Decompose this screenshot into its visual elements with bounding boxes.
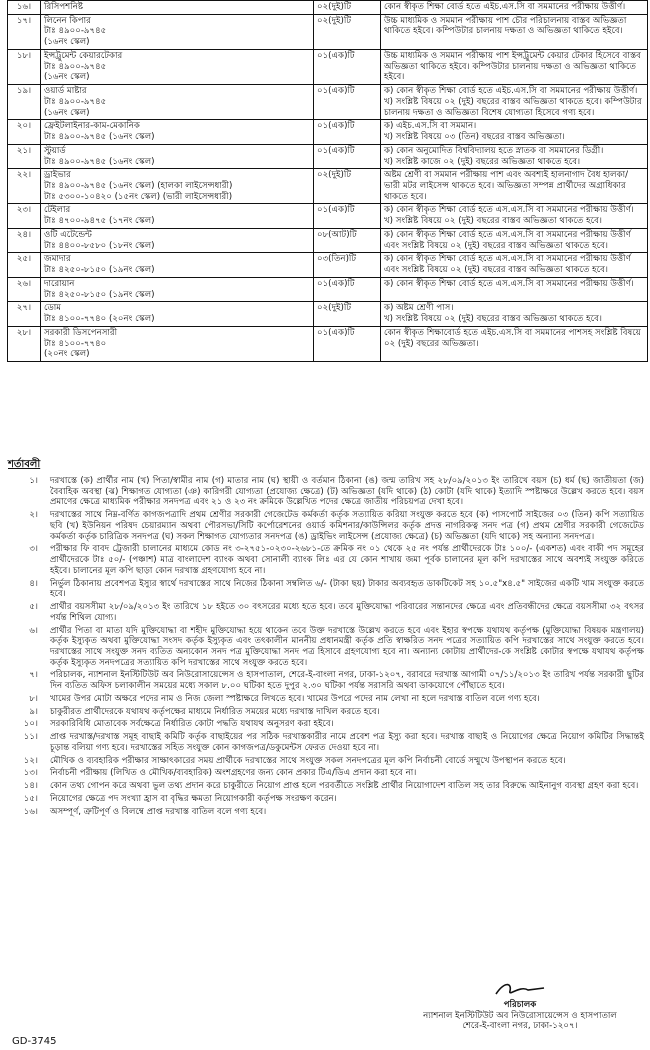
post-count: ০১(এক)টি xyxy=(314,326,381,361)
post-pay-scale: টাঃ ৫৩০০-১০৪২০ (১৫নং স্কেল) (ভারী লাইসেন্সধারী) xyxy=(44,191,233,202)
post-pay-scale: টাঃ ৪৯০০-৯৭৪৫ (১৬নং স্কেল) xyxy=(44,132,155,143)
post-row xyxy=(8,144,648,168)
term-number: ১৫। xyxy=(23,793,38,804)
post-name: ড্রাইভার xyxy=(44,170,71,181)
post-qualification-cell xyxy=(381,85,648,120)
term-text: দরখাস্তে (ক) প্রার্থীর নাম (খ) পিতা/স্বামীর নাম (গ) মাতার নাম (ঘ) স্থায়ী ও বর্তমান ঠিকানা (ঙ) জন্ম তারিখ সহ ২৮/০৯/২০১৩ ইং তারিখে বয়স (চ) ধর্ম (ছ) জাতীয়তা (জ) বৈবাহিক অবস্থা (ঝ) শিক্ষাগত যোগ্যতা (ঞ) কারিগরী যোগ্যতা (প্রযোজ্য ক্ষেত্রে) (ট) অভিজ্ঞতা (যদি থাকে) (ঠ) কোটা (যদি থাকে) ইত্যাদি স্পষ্টাক্ষরে উল্লেখ করতে হবে। বয়স প্রমাণের ক্ষেত্রে মাধ্যমিক পরীক্ষার সনদপত্র এবং ২১ ও ২৩ নং ক্রমিকে উল্লেখিত পদের ক্ষেত্রে জাতীয় পরিচয়পত্র দেখা হবে। xyxy=(50,476,644,508)
post-name: ফ্রেইটলাইনার-কাম-মেকানিক xyxy=(44,121,140,132)
term-number: ১৩। xyxy=(23,768,38,779)
post-qualification-cell xyxy=(381,120,648,144)
post-name: স্টুয়ার্ড xyxy=(44,145,66,156)
post-qualification: ক) কোন স্বীকৃত শিক্ষা বোর্ড হতে এস.এস.সি বা সমমানের পরীক্ষায় উত্তীর্ণ। xyxy=(384,278,634,289)
post-row xyxy=(8,169,648,204)
post-qualification-cell xyxy=(381,144,648,168)
term-text: অসম্পূর্ণ, ত্রুটিপূর্ণ ও বিলম্বে প্রাপ্ত দরখাস্ত বাতিল বলে গণ্য হবে। xyxy=(50,806,267,817)
post-serial: ২৮। xyxy=(8,326,41,361)
post-row xyxy=(8,49,648,84)
post-serial: ১৯। xyxy=(8,85,41,120)
post-name-cell xyxy=(41,85,314,120)
post-row xyxy=(8,204,648,228)
post-pay-scale: টাঃ ৪৯০০-৯৭৪৫ xyxy=(44,26,107,37)
post-name-cell xyxy=(41,204,314,228)
post-name-cell xyxy=(41,253,314,277)
signatory-title: পরিচালক xyxy=(503,1000,537,1010)
signatory-org: ন্যাশনাল ইনস্টিটিউট অব নিউরোসায়েন্সেস ও হাসপাতাল xyxy=(423,1010,617,1021)
post-pay-scale: (১৬নং স্কেল) xyxy=(44,72,90,83)
post-name-cell xyxy=(41,302,314,326)
post-qualification-cell xyxy=(381,204,648,228)
term-text: সরকারিবিধি মোতাবেক সর্বক্ষেত্রে নির্ধারিত কোটা পদ্ধতি যথাযথ অনুসরণ করা হইবে। xyxy=(50,719,334,730)
post-count: ০১(এক)টি xyxy=(314,277,381,301)
post-qualification: ক) কোন স্বীকৃত শিক্ষা বোর্ড হতে এস.এস.সি বা সমমানের পরীক্ষায় উত্তীর্ণ এবং সংশ্লিষ্ট বিষয়ে ০২ (দুই) বছরের বাস্তব অভিজ্ঞতা থাকতে হবে। xyxy=(384,254,631,276)
post-pay-scale: (১৬নং স্কেল) xyxy=(44,107,90,118)
term-text: নির্ভুল ঠিকানায় প্রবেশপত্র ইস্যুর স্বার্থে দরখাস্তের সাথে নিজের ঠিকানা সম্বলিত ৬/- (টাকা ছয়) টাকার অব্যবহৃত ডাকটিকেট সহ ১০.৫"x৪.৫" সাইজের একটি খাম সংযুক্ত করতে হবে। xyxy=(50,578,644,600)
post-name-cell xyxy=(41,14,314,49)
post-qualification-cell xyxy=(381,253,648,277)
post-serial: ১৬। xyxy=(8,1,41,15)
term-number: ৮। xyxy=(29,693,38,704)
post-qualification: কোন স্বীকৃত শিক্ষাবোর্ড হতে এইচ.এস.সি বা সমমানের পাশসহ সংশ্লিষ্ট বিষয়ে ০২ (দুই) বছরের অভিজ্ঞতা। xyxy=(384,327,641,349)
post-row xyxy=(8,14,648,49)
post-qualification-cell xyxy=(381,49,648,84)
post-name: দারোয়ান xyxy=(44,278,75,289)
term-number: ৩। xyxy=(29,544,38,555)
post-pay-scale: টাঃ ৪১০০-৭৭৪০ xyxy=(44,338,107,349)
post-count: ০৮(আট)টি xyxy=(314,228,381,252)
post-name: সরকারী ডিসপেনসারী xyxy=(44,327,118,338)
post-qualification-cell xyxy=(381,277,648,301)
post-pay-scale: টাঃ ৪২৫০-৮১৫০ (১৯নং স্কেল) xyxy=(44,265,155,276)
term-item xyxy=(8,707,644,718)
post-qualification: উচ্চ মাধ্যমিক ও সমমান পরীক্ষায় পাশ চৌর পরিচালনায় বাস্তব অভিজ্ঞতা থাকিতে হইবে। কম্পিউটার চালনায় দক্ষতা ও অভিজ্ঞতা থাকিতে হইবে। xyxy=(384,15,627,37)
post-row xyxy=(8,120,648,144)
post-count: ০১(এক)টি xyxy=(314,49,381,84)
term-item xyxy=(8,719,644,730)
post-qualification: ক) এইচ.এস.সি বা সমমান। xyxy=(384,121,477,132)
term-text: দরখাস্তের সাথে নিম্ন-বর্ণিত কাগজপত্রাদি প্রথম শ্রেণীর সরকারী গেজেটেড কর্মকর্তা কর্তৃক সত্যায়িত করিয়া সংযুক্ত করতে হবে (ক) পাসপোর্ট সাইজের ০৩ (তিন) কপি সত্যায়িত ছবি (খ) ইউনিয়ন পরিষদ চেয়ারম্যান অথবা পৌরসভা/সিটি কর্পোরেশনের ওয়ার্ড কমিশনার/কাউন্সিলর কর্তৃক প্রদত্ত নাগরিকত্ব সনদ পত্র (গ) প্রথম শ্রেণীর সরকারী গেজেটেড কর্মকর্তা কর্তৃক চারিত্রিক সনদপত্র (ঘ) সকল শিক্ষাগত যোগ্যতার সনদপত্র (ঙ) ড্রাইভিং লাইসেন্স (প্রযোজ্য ক্ষেত্রে) (চ) অভিজ্ঞতা (যদি থাকে) সহ অন্যান্য সনদপত্র। xyxy=(50,510,644,542)
term-text: প্রাপ্ত দরখাস্ত/দরখাস্ত সমূহ বাছাই কমিটি কর্তৃক বাছাইয়ের পর সঠিক দরখাস্তকারীর নামে প্রবেশ পত্র ইস্যু করা হবে। দরখাস্ত বাছাই ও নিয়োগের ক্ষেত্রে নিয়োগ কমিটির সিদ্ধান্তই চূড়ান্ত বলিয়া গণ্য হবে। দরখাস্তের সহিত সংযুক্ত কোন কাগজপত্র/ডকুমেন্টস ফেরত দেওয়া হবে না। xyxy=(50,732,644,753)
post-qualification-cell xyxy=(381,326,648,361)
term-text: কোন তথ্য গোপন করে অথবা ভুল তথ্য প্রদান করে চাকুরীতে নিয়োগ প্রাপ্ত হলে পরবর্তীতে সংশ্লিষ্ট প্রার্থীর নিয়োগাদেশ বাতিল সহ তার বিরুদ্ধে আইনানুগ ব্যবস্থা গ্রহণ করা হবে। xyxy=(50,781,639,792)
term-number: ৪। xyxy=(29,578,38,589)
post-name: ইন্সট্রুমেন্ট কেয়ারটেকার xyxy=(44,50,123,61)
term-item xyxy=(8,544,644,576)
post-count: ০১(এক)টি xyxy=(314,120,381,144)
post-name-cell xyxy=(41,169,314,204)
post-serial: ২০। xyxy=(8,120,41,144)
term-number: ৬। xyxy=(29,625,38,636)
term-item xyxy=(8,579,644,600)
post-serial: ২২। xyxy=(8,169,41,204)
posts-table xyxy=(7,0,648,362)
term-item xyxy=(8,602,644,623)
term-item xyxy=(8,807,644,818)
post-serial: ১৭। xyxy=(8,14,41,49)
post-qualification-cell xyxy=(381,228,648,252)
post-name: টেইলার xyxy=(44,205,71,216)
post-pay-scale: টাঃ ৪৯০০-৯৭৪৫ xyxy=(44,96,107,107)
post-row xyxy=(8,228,648,252)
post-row xyxy=(8,277,648,301)
post-name: ওয়ার্ড মাষ্টার xyxy=(44,86,87,97)
post-pay-scale: (২০নং স্কেল) xyxy=(44,349,90,360)
post-row xyxy=(8,326,648,361)
post-count: ০২(দুই)টি xyxy=(314,169,381,204)
term-item xyxy=(8,756,644,767)
signature-block xyxy=(400,978,640,1032)
post-name: লিনেন কিপার xyxy=(44,15,91,26)
term-number: ১২। xyxy=(23,755,38,766)
post-qualification: ক) কোন স্বীকৃত শিক্ষা বোর্ড হতে এস.এস.সি বা সমমানের পরীক্ষায় উত্তীর্ণ এবং সংশ্লিষ্ট বিষয়ে ০২ (দুই) বছরের বাস্তব অভিজ্ঞতা থাকতে হবে। xyxy=(384,229,631,251)
term-item xyxy=(8,510,644,542)
post-count: ০২(দুই)টি xyxy=(314,302,381,326)
post-serial: ২৩। xyxy=(8,204,41,228)
terms-list xyxy=(8,476,644,819)
term-number: ১০। xyxy=(23,719,38,730)
post-pay-scale: টাঃ ৪৯০০-৯৭৪৫ (১৬নং স্কেল) xyxy=(44,156,155,167)
post-qualification-cell xyxy=(381,1,648,15)
post-qualification: খ) সংশ্লিষ্ট বিষয়ে ০২ (দুই) বছরের বাস্তব অভিজ্ঞতা থাকতে হবে। কম্পিউটার চালনায় দক্ষতা ও অভিজ্ঞতা বিশেষ যোগ্যতা হিসেবে গণ্য হবে। xyxy=(384,96,642,118)
post-qualification: ক) অষ্টম শ্রেণী পাস। xyxy=(384,303,454,314)
term-item xyxy=(8,476,644,508)
post-qualification: খ) সংশ্লিষ্ট বিষয়ে ০২ (দুই) বছরের বাস্তব অভিজ্ঞতা থাকতে হবে। xyxy=(384,216,602,227)
post-qualification: খ) সংশ্লিষ্ট বিষয়ে ০২ (দুই) বছরের বাস্তব অভিজ্ঞতা থাকতে হবে। xyxy=(384,314,602,325)
post-qualification: অষ্টম শ্রেণী বা সমমান পরীক্ষায় পাশ এবং অবশ্যই হালনাগাদ বৈধ হালকা/ভারী মটর লাইসেন্স থাকতে হবে। অভিজ্ঞতা সম্পন্ন প্রার্থীদের অগ্রাধিকার থাকতে হবে। xyxy=(384,170,628,202)
post-name-cell xyxy=(41,144,314,168)
post-row xyxy=(8,302,648,326)
gd-code: GD-3745 xyxy=(12,1036,57,1047)
term-number: ৭। xyxy=(29,670,38,681)
term-text: মৌখিক ও ব্যবহারিক পরীক্ষার সাক্ষাৎকারের সময় প্রার্থীকে দরখাস্তের সাথে সংযুক্ত সকল সনদপত্রের মূল কপি নির্বাচনী বোর্ডে সম্মুখে উপস্থাপন করতে হবে। xyxy=(50,755,566,766)
post-qualification-cell xyxy=(381,14,648,49)
post-pay-scale: টাঃ ৪৯০০-৯৭৪৫ (১৬নং স্কেল) (হালকা লাইসেন্সধারী) xyxy=(44,181,233,192)
term-number: ১। xyxy=(29,476,38,486)
term-text: পরিচালক, ন্যাশনাল ইনস্টিটিউট অব নিউরোসায়েন্সেস ও হাসপাতাল, শেরে-ই-বাংলা নগর, ঢাকা-১২০৭, বরাবরে দরখাস্ত আগামী ০৭/১১/২০১৩ ইং তারিখ পর্যন্ত সরকারী ছুটির দিন ব্যতিত অফিস চলাকালীন সময়ের মধ্যে সকাল ৮.০০ ঘটিকা হতে দুপুর ২.৩০ ঘটিকা পর্যন্ত সরাসরি অথবা ডাকযোগে পৌঁছাতে হবে। xyxy=(50,670,644,692)
post-qualification: ক) কোন অনুমোদিত বিশ্ববিদ্যালয় হতে স্নাতক বা সমমানের ডিগ্রী। xyxy=(384,145,604,156)
term-number: ৫। xyxy=(29,602,38,613)
term-text: নিয়োগের ক্ষেত্রে পদ সংখ্যা হ্রাস বা বৃদ্ধির ক্ষমতা নিয়োগকারী কর্তৃপক্ষ সংরক্ষণ করেন। xyxy=(50,793,337,804)
post-name: জমাদার xyxy=(44,254,71,265)
post-name: ডোম xyxy=(44,303,62,314)
term-text: খামের উপর মোটা অক্ষরে পদের নাম ও নিজ জেলা স্পষ্টাক্ষরে লিখতে হবে। খামের উপরে পদের নাম লেখা না হলে দরখাস্ত বাতিল বলে গণ্য হবে। xyxy=(50,693,540,704)
post-name-cell xyxy=(41,277,314,301)
post-name: ওটি এটেন্ডেন্ট xyxy=(44,229,92,240)
post-pay-scale: টাঃ ৪৯০০-৯৭৪৫ xyxy=(44,61,107,72)
term-text: পরীক্ষার ফি বাবদ ট্রেজারী চালানের মাধ্যমে কোড নং ৩-২৭৫১-০২৩০-২৬৮১-তে ক্রমিক নং ০১ থেকে ২৫ নং পর্যন্ত প্রার্থীদেরকে টাঃ ১০০/- (একশত) এবং বাকী পদ সমূহের প্রার্থীদেরকে টাঃ ৫০/- (পঞ্চাশ) মাত্র বাংলাদেশ ব্যাংক অথবা সোনালী ব্যাংক লিঃ এর যে কোন শাখায় জমা পূর্বক চালানের মূল কপি দরখাস্তের সাথে অবশ্যই সংযুক্ত করিতে হইবে। চালানের মূল কপি ছাড়া কোন দরখাস্ত গ্রহণযোগ্য হবে না। xyxy=(50,544,644,576)
post-serial: ২৫। xyxy=(8,253,41,277)
post-count: ০১(এক)টি xyxy=(314,204,381,228)
signatory-address: শেরে-ই-বাংলা নগর, ঢাকা-১২০৭। xyxy=(462,1021,578,1032)
post-count: ০২(দুই)টি xyxy=(314,14,381,49)
term-item xyxy=(8,694,644,705)
term-text: প্রার্থীর বয়সসীমা ২৮/০৯/২০১৩ ইং তারিখে ১৮ হইতে ৩০ বৎসরের মধ্যে হতে হবে। তবে মুক্তিযোদ্ধা পরিবারের সন্তানদের ক্ষেত্রে এবং প্রতিবন্ধীদের ক্ষেত্রে বয়সসীমা ৩২ বৎসর পর্যন্ত শিথিল যোগ্য। xyxy=(50,602,644,623)
term-item xyxy=(8,626,644,669)
post-pay-scale: টাঃ ৪৪০০-৮৫৮০ (১৮নং স্কেল) xyxy=(44,240,155,251)
post-serial: ১৮। xyxy=(8,49,41,84)
term-item xyxy=(8,670,644,691)
post-qualification: উচ্চ মাধ্যমিক ও সমমান পরীক্ষায় পাশ ইন্সট্রুমেন্ট কেয়ার টেকার হিসেবে বাস্তব অভিজ্ঞতা থাকিতে হইবে। কম্পিউটার চালনায় দক্ষতা ও অভিজ্ঞতা থাকিতে হইবে। xyxy=(384,50,641,83)
signature-scribble xyxy=(490,978,550,1000)
post-qualification: খ) সংশ্লিষ্ট বিষয়ে ০৩ (তিন) বছরের বাস্তব অভিজ্ঞতা। xyxy=(384,132,565,143)
post-name-cell xyxy=(41,120,314,144)
post-qualification-cell xyxy=(381,302,648,326)
term-item xyxy=(8,768,644,779)
post-name: রিসিপশনিষ্ট xyxy=(44,2,83,12)
post-qualification: খ) সংশ্লিষ্ট কাজে ০২ (দুই) বছরের অভিজ্ঞতা থাকতে হবে। xyxy=(384,156,581,167)
post-serial: ২৪। xyxy=(8,228,41,252)
term-item xyxy=(8,794,644,805)
term-item xyxy=(8,781,644,792)
post-pay-scale: টাঃ ৪৭০০-৯৪৭৫ (১৭নং স্কেল) xyxy=(44,216,155,227)
term-text: চাকুরীরত প্রার্থীদেরকে যথাযথ কর্তৃপক্ষের মাধ্যমে নির্ধারিত সময়ের মধ্যে দরখাস্ত দাখিল করতে হবে। xyxy=(50,706,380,717)
post-row xyxy=(8,85,648,120)
term-text: প্রার্থীর পিতা বা মাতা যদি মুক্তিযোদ্ধা বা শহীদ মুক্তিযোদ্ধা হয়ে থাকেন তবে উক্ত দরখাস্তে উল্লেখ করতে হবে এবং ইহার স্বপক্ষে যথাযথ কর্তৃপক্ষ (মুক্তিযোদ্ধা বিষয়ক মন্ত্রণালয়) কর্তৃক ইস্যুকৃত অথবা মুক্তিযোদ্ধা সংসদ কর্তৃক ইস্যুকৃত এবং তৎকালীন মাননীয় প্রধানমন্ত্রী কর্তৃক প্রতি স্বাক্ষরিত সনদ পত্রের সত্যায়িত কপি দরখাস্তের সাথে সংযুক্ত করতে হবে। দরখাস্তের সাথে সংযুক্ত সনদ ব্যতিত অন্যকোন সনদ পত্র মুক্তিযোদ্ধা সনদ পত্র হিসাবে গ্রহণযোগ্য হবে না। অন্যান্য কোটায় প্রার্থীদের-কে সংশ্লিষ্ট কোটার স্বপক্ষে যথাযথ কর্তৃপক্ষ কর্তৃক ইস্যুকৃত সনদপত্রের সত্যায়িত কপি দরখাস্তের সাথে সংযুক্ত করতে হবে। xyxy=(50,625,644,668)
post-qualification: ক) কোন স্বীকৃত শিক্ষা বোর্ড হতে এস.এস.সি বা সমমানের পরীক্ষায় উত্তীর্ণ। xyxy=(384,205,634,216)
post-serial: ২১। xyxy=(8,144,41,168)
post-pay-scale: (১৬নং স্কেল) xyxy=(44,37,90,48)
post-serial: ২৬। xyxy=(8,277,41,301)
term-text: নির্বাচনী পরীক্ষায় (লিখিত ও মৌখিক/ব্যবহারিক) অংশগ্রহণের জন্য কোন প্রকার টিএ/ডিএ প্রদান করা হবে না। xyxy=(50,768,417,779)
post-qualification-cell xyxy=(381,169,648,204)
post-serial: ২৭। xyxy=(8,302,41,326)
post-pay-scale: টাঃ ৪২৫০-৮১৫০ (১৯নং স্কেল) xyxy=(44,289,155,300)
post-qualification: কোন স্বীকৃত শিক্ষা বোর্ড হতে এইচ.এস.সি বা সমমানের পরীক্ষায় উত্তীর্ণ। xyxy=(384,2,626,12)
post-name-cell xyxy=(41,1,314,15)
term-item xyxy=(8,732,644,753)
post-name-cell xyxy=(41,49,314,84)
post-pay-scale: টাঃ ৪১০০-৭৭৪০ (২০নং স্কেল) xyxy=(44,314,155,325)
term-number: ১৪। xyxy=(23,781,38,792)
post-name-cell xyxy=(41,326,314,361)
post-count: ০১(এক)টি xyxy=(314,144,381,168)
signature-mark xyxy=(400,978,640,1000)
term-number: ৯। xyxy=(29,706,38,717)
post-row xyxy=(8,1,648,15)
term-number: ১১। xyxy=(23,732,38,743)
post-row xyxy=(8,253,648,277)
post-count: ০৩(তিন)টি xyxy=(314,253,381,277)
post-qualification: ক) কোন স্বীকৃত শিক্ষা বোর্ড হতে এইচ.এস.সি বা সমমানের পরীক্ষায় উত্তীর্ণ। xyxy=(384,86,638,97)
term-number: ২। xyxy=(29,510,38,521)
term-number: ১৬। xyxy=(23,806,38,817)
post-count: ০২(দুই)টি xyxy=(314,1,381,15)
terms-heading: শর্তাবলী xyxy=(8,459,41,470)
post-count: ০১(এক)টি xyxy=(314,85,381,120)
post-name-cell xyxy=(41,228,314,252)
